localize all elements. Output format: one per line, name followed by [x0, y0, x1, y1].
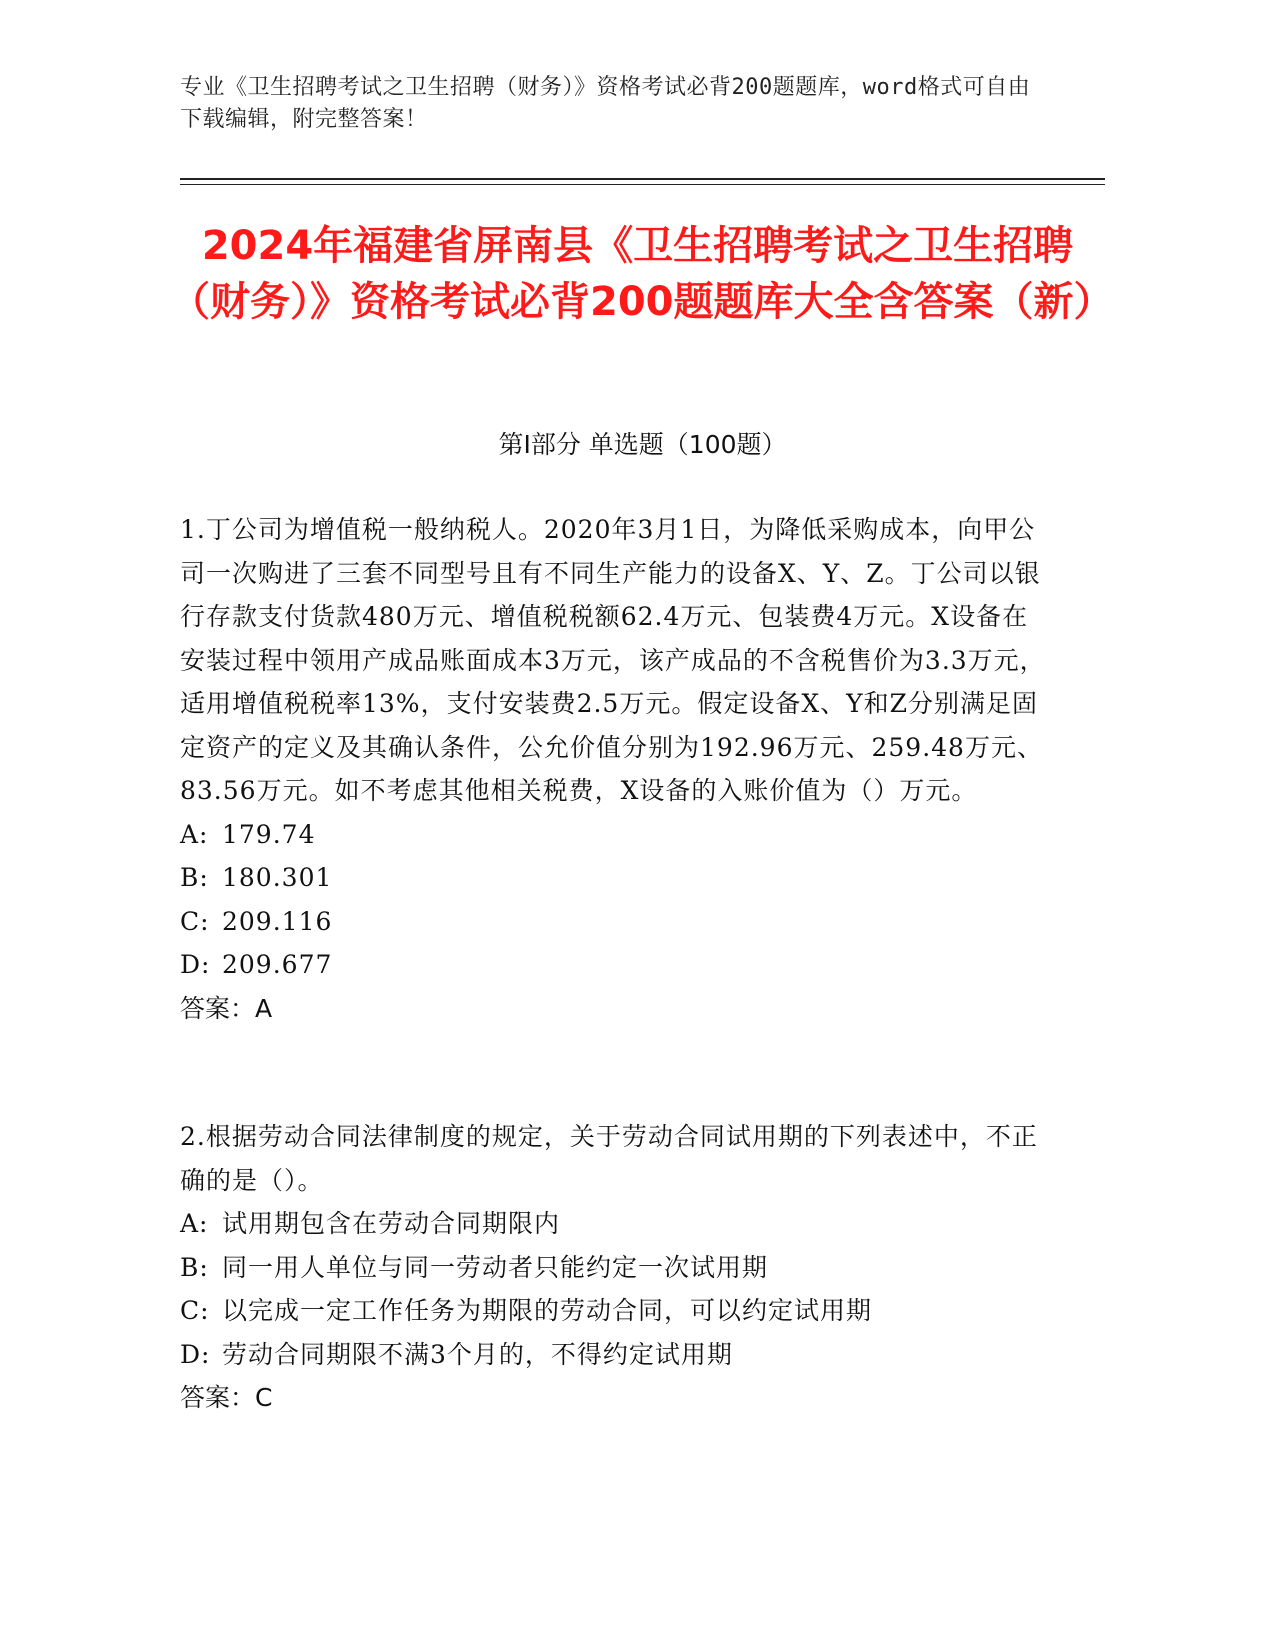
option-text: 以完成一定工作任务为期限的劳动合同，可以约定试用期	[222, 1296, 873, 1325]
option-key: D:	[180, 1339, 211, 1369]
option-key: A:	[180, 819, 209, 849]
option-key: D:	[180, 950, 211, 979]
option-text: 劳动合同期限不满3个月的，不得约定试用期	[222, 1339, 733, 1369]
option-c	[180, 1289, 1050, 1333]
header-note: 专业《卫生招聘考试之卫生招聘（财务）》资格考试必背200题题库，word格式可自由下载编辑，附完整答案！	[180, 75, 1031, 132]
option-d	[180, 943, 1050, 987]
option-b	[180, 856, 1050, 900]
option-text: 同一用人单位与同一劳动者只能约定一次试用期	[222, 1252, 769, 1282]
option-key: B:	[180, 863, 209, 892]
section-heading: 第I部分 单选题（100题）	[498, 430, 787, 459]
question-stem: 1.丁公司为增值税一般纳税人。2020年3月1日，为降低采购成本，向甲公司一次购进了三套不同型号且有不同生产能力的设备X、Y、Z。丁公司以银行存款支付货款480万元、增值税税额62.4万元、包装费4万元。X设备在安装过程中领用产成品账面成本3万元，该产成品的不含税售价为3.3万元，适用增值税税率13%，支付安装费2.5万元。假定设备X、Y和Z分别满足固定资产的定义及其确认条件，公允价值分别为192.96万元、259.48万元、83.56万元。如不考虑其他相关税费，X设备的入账价值为（）万元。	[180, 515, 1046, 805]
option-a	[180, 1202, 1050, 1246]
option-text: 试用期包含在劳动合同期限内	[222, 1209, 561, 1238]
header-divider-thin	[180, 184, 1105, 185]
question-1	[180, 508, 1050, 1030]
header-divider-thick	[180, 178, 1105, 180]
answer-line: 答案：A	[180, 993, 273, 1023]
question-stem: 2.根据劳动合同法律制度的规定，关于劳动合同试用期的下列表述中，不正确的是（）。	[180, 1122, 1038, 1195]
option-key: C:	[180, 906, 210, 936]
option-key: B:	[180, 1252, 209, 1282]
option-text: 209.116	[222, 906, 333, 936]
option-b	[180, 1246, 1050, 1290]
option-a	[180, 813, 1050, 857]
option-key: C:	[180, 1296, 210, 1325]
option-key: A:	[180, 1209, 209, 1238]
question-2	[180, 1115, 1050, 1420]
option-d	[180, 1333, 1050, 1377]
option-text: 180.301	[222, 863, 333, 892]
option-text: 179.74	[222, 819, 316, 849]
answer-line: 答案：C	[180, 1383, 273, 1412]
option-text: 209.677	[222, 950, 333, 979]
document-title: 2024年福建省屏南县《卫生招聘考试之卫生招聘（财务）》资格考试必背200题题库大全含答案（新）	[170, 223, 1114, 325]
option-c	[180, 900, 1050, 944]
